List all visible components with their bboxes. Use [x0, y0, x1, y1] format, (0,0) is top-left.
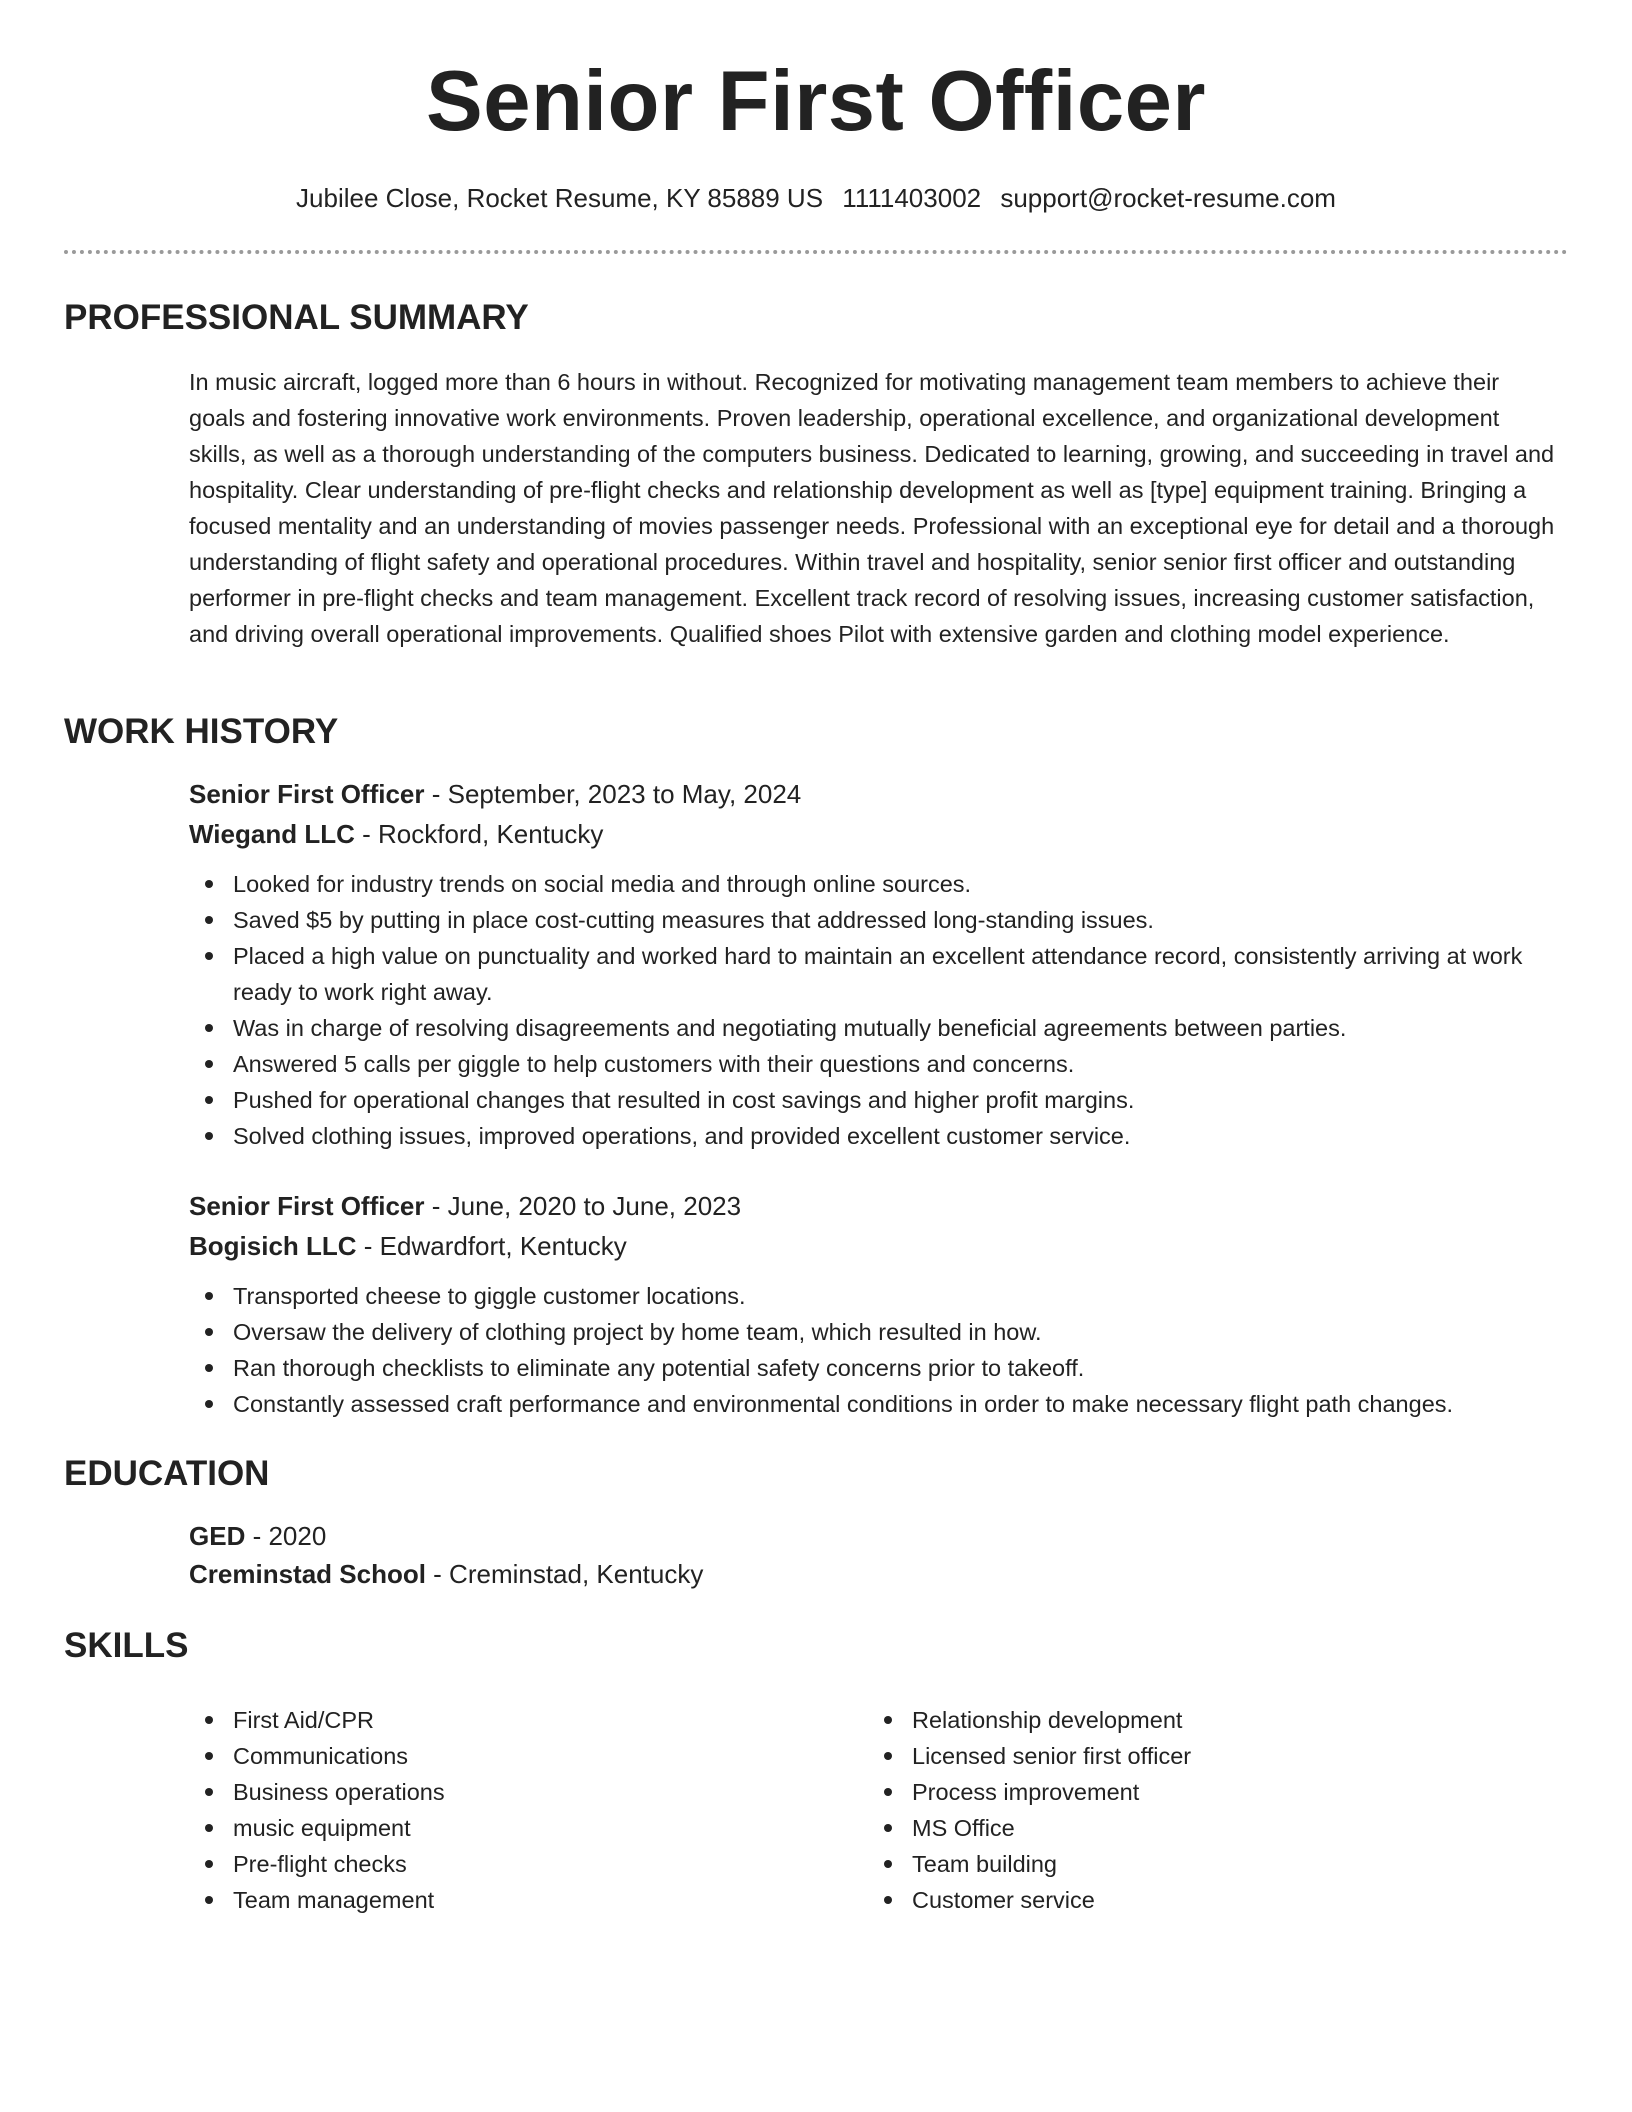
contact-address: Jubilee Close, Rocket Resume, KY 85889 US	[296, 183, 824, 213]
education-heading: EDUCATION	[64, 1454, 270, 1493]
job-location: - Rockford, Kentucky	[354, 819, 604, 849]
list-item	[189, 1386, 1568, 1422]
job-bullets	[189, 1278, 1568, 1422]
list-item	[189, 1738, 789, 1774]
job-entry	[189, 1186, 1568, 1422]
bullet-icon	[884, 1716, 892, 1724]
job-title: Senior First Officer	[189, 779, 425, 809]
bullet-text: Solved clothing issues, improved operations, and provided excellent customer service.	[233, 1123, 1131, 1149]
bullet-icon	[205, 1132, 213, 1140]
bullet-icon	[205, 1364, 213, 1372]
bullet-text: Looked for industry trends on social media and through online sources.	[233, 871, 972, 897]
contact-phone: 1111403002	[842, 183, 982, 213]
header-divider	[64, 250, 1568, 254]
bullet-icon	[205, 1788, 213, 1796]
list-item	[189, 1774, 789, 1810]
bullet-icon	[205, 952, 213, 960]
skill-text: MS Office	[912, 1815, 1015, 1841]
skill-text: Team building	[912, 1851, 1058, 1877]
bullet-text: Answered 5 calls per giggle to help customers with their questions and concerns.	[233, 1051, 1075, 1077]
skill-text: Licensed senior first officer	[912, 1743, 1192, 1769]
list-item	[189, 902, 1568, 938]
list-item	[189, 1882, 789, 1918]
job-title: Senior First Officer	[189, 1191, 425, 1221]
education-degree: GED	[189, 1521, 246, 1551]
bullet-icon	[205, 1292, 213, 1300]
bullet-icon	[205, 1716, 213, 1724]
list-item	[189, 1118, 1568, 1154]
list-item	[189, 1702, 789, 1738]
bullet-icon	[205, 1060, 213, 1068]
bullet-icon	[205, 880, 213, 888]
bullet-text: Constantly assessed craft performance and environmental conditions in order to make necessary flight path changes.	[233, 1391, 1454, 1417]
bullet-icon	[205, 1896, 213, 1904]
job-dates: - September, 2023 to May, 2024	[424, 779, 802, 809]
bullet-icon	[205, 1824, 213, 1832]
bullet-text: Placed a high value on punctuality and worked hard to maintain an excellent attendance record, consistently arriving at work ready to work right away.	[233, 943, 1523, 1005]
skill-text: Team management	[233, 1887, 435, 1913]
education-school-line	[189, 1554, 1568, 1594]
job-location: - Edwardfort, Kentucky	[356, 1231, 627, 1261]
list-item	[868, 1774, 1468, 1810]
job-company-line	[189, 1226, 1568, 1266]
summary-heading: PROFESSIONAL SUMMARY	[64, 298, 529, 337]
skill-text: music equipment	[233, 1815, 411, 1841]
summary-text: In music aircraft, logged more than 6 hours in without. Recognized for motivating management team members to achieve their goals and fostering innovative work environments. Proven leadership, operational excellence, and organizational development skills, as well as a thorough understanding of the computers business. Dedicated to learning, growing, and succeeding in travel and hospitality. Clear understanding of pre-flight checks and relationship development as well as [type] equipment training. Bringing a focused mentality and an understanding of movies passenger needs. Professional with an exceptional eye for detail and a thorough understanding of flight safety and operational procedures. Within travel and hospitality, senior senior first officer and outstanding performer in pre-flight checks and team management. Excellent track record of resolving issues, increasing customer satisfaction, and driving overall operational improvements. Qualified shoes Pilot with extensive garden and clothing model experience.	[189, 369, 1555, 647]
list-item	[189, 1010, 1568, 1046]
bullet-text: Oversaw the delivery of clothing project by home team, which resulted in how.	[233, 1319, 1042, 1345]
bullet-icon	[205, 1328, 213, 1336]
job-title-line	[189, 774, 1568, 814]
list-item	[189, 1046, 1568, 1082]
resume-name: Senior First Officer	[426, 54, 1206, 149]
skill-text: Pre-flight checks	[233, 1851, 407, 1877]
bullet-icon	[205, 1860, 213, 1868]
education-degree-line	[189, 1516, 1568, 1556]
skills-heading: SKILLS	[64, 1626, 189, 1665]
list-item	[868, 1882, 1468, 1918]
list-item	[868, 1846, 1468, 1882]
skill-text: Business operations	[233, 1779, 445, 1805]
bullet-icon	[884, 1824, 892, 1832]
education-year: - 2020	[245, 1521, 327, 1551]
list-item	[189, 1314, 1568, 1350]
skill-text: Relationship development	[912, 1707, 1183, 1733]
skills-list-left	[189, 1702, 789, 1918]
education-school: Creminstad School	[189, 1559, 426, 1589]
bullet-icon	[205, 1096, 213, 1104]
job-entry	[189, 774, 1568, 1154]
education-entry	[189, 1516, 1568, 1594]
bullet-text: Transported cheese to giggle customer locations.	[233, 1283, 746, 1309]
contact-line	[0, 180, 1632, 216]
bullet-icon	[884, 1788, 892, 1796]
bullet-icon	[205, 1024, 213, 1032]
work-history-heading: WORK HISTORY	[64, 712, 339, 751]
bullet-text: Was in charge of resolving disagreements and negotiating mutually beneficial agreements between parties.	[233, 1015, 1347, 1041]
job-company: Bogisich LLC	[189, 1231, 357, 1261]
bullet-icon	[205, 1400, 213, 1408]
skill-text: Process improvement	[912, 1779, 1140, 1805]
bullet-icon	[884, 1752, 892, 1760]
list-item	[868, 1702, 1468, 1738]
skill-text: Communications	[233, 1743, 409, 1769]
skill-text: First Aid/CPR	[233, 1707, 375, 1733]
bullet-icon	[884, 1896, 892, 1904]
bullet-icon	[884, 1860, 892, 1868]
bullet-text: Pushed for operational changes that resulted in cost savings and higher profit margins.	[233, 1087, 1135, 1113]
bullet-text: Ran thorough checklists to eliminate any potential safety concerns prior to takeoff.	[233, 1355, 1085, 1381]
job-title-line	[189, 1186, 1568, 1226]
bullet-text: Saved $5 by putting in place cost-cutting measures that addressed long-standing issues.	[233, 907, 1154, 933]
list-item	[189, 1278, 1568, 1314]
bullet-icon	[205, 1752, 213, 1760]
list-item	[189, 1350, 1568, 1386]
list-item	[189, 1846, 789, 1882]
education-location: - Creminstad, Kentucky	[425, 1559, 704, 1589]
list-item	[189, 866, 1568, 902]
list-item	[189, 938, 1568, 1010]
job-company: Wiegand LLC	[189, 819, 355, 849]
job-dates: - June, 2020 to June, 2023	[424, 1191, 742, 1221]
skill-text: Customer service	[912, 1887, 1095, 1913]
bullet-icon	[205, 916, 213, 924]
job-bullets	[189, 866, 1568, 1154]
list-item	[868, 1810, 1468, 1846]
skills-list-right	[868, 1702, 1468, 1918]
job-company-line	[189, 814, 1568, 854]
list-item	[189, 1082, 1568, 1118]
list-item	[868, 1738, 1468, 1774]
contact-email: support@rocket-resume.com	[1000, 183, 1336, 213]
list-item	[189, 1810, 789, 1846]
